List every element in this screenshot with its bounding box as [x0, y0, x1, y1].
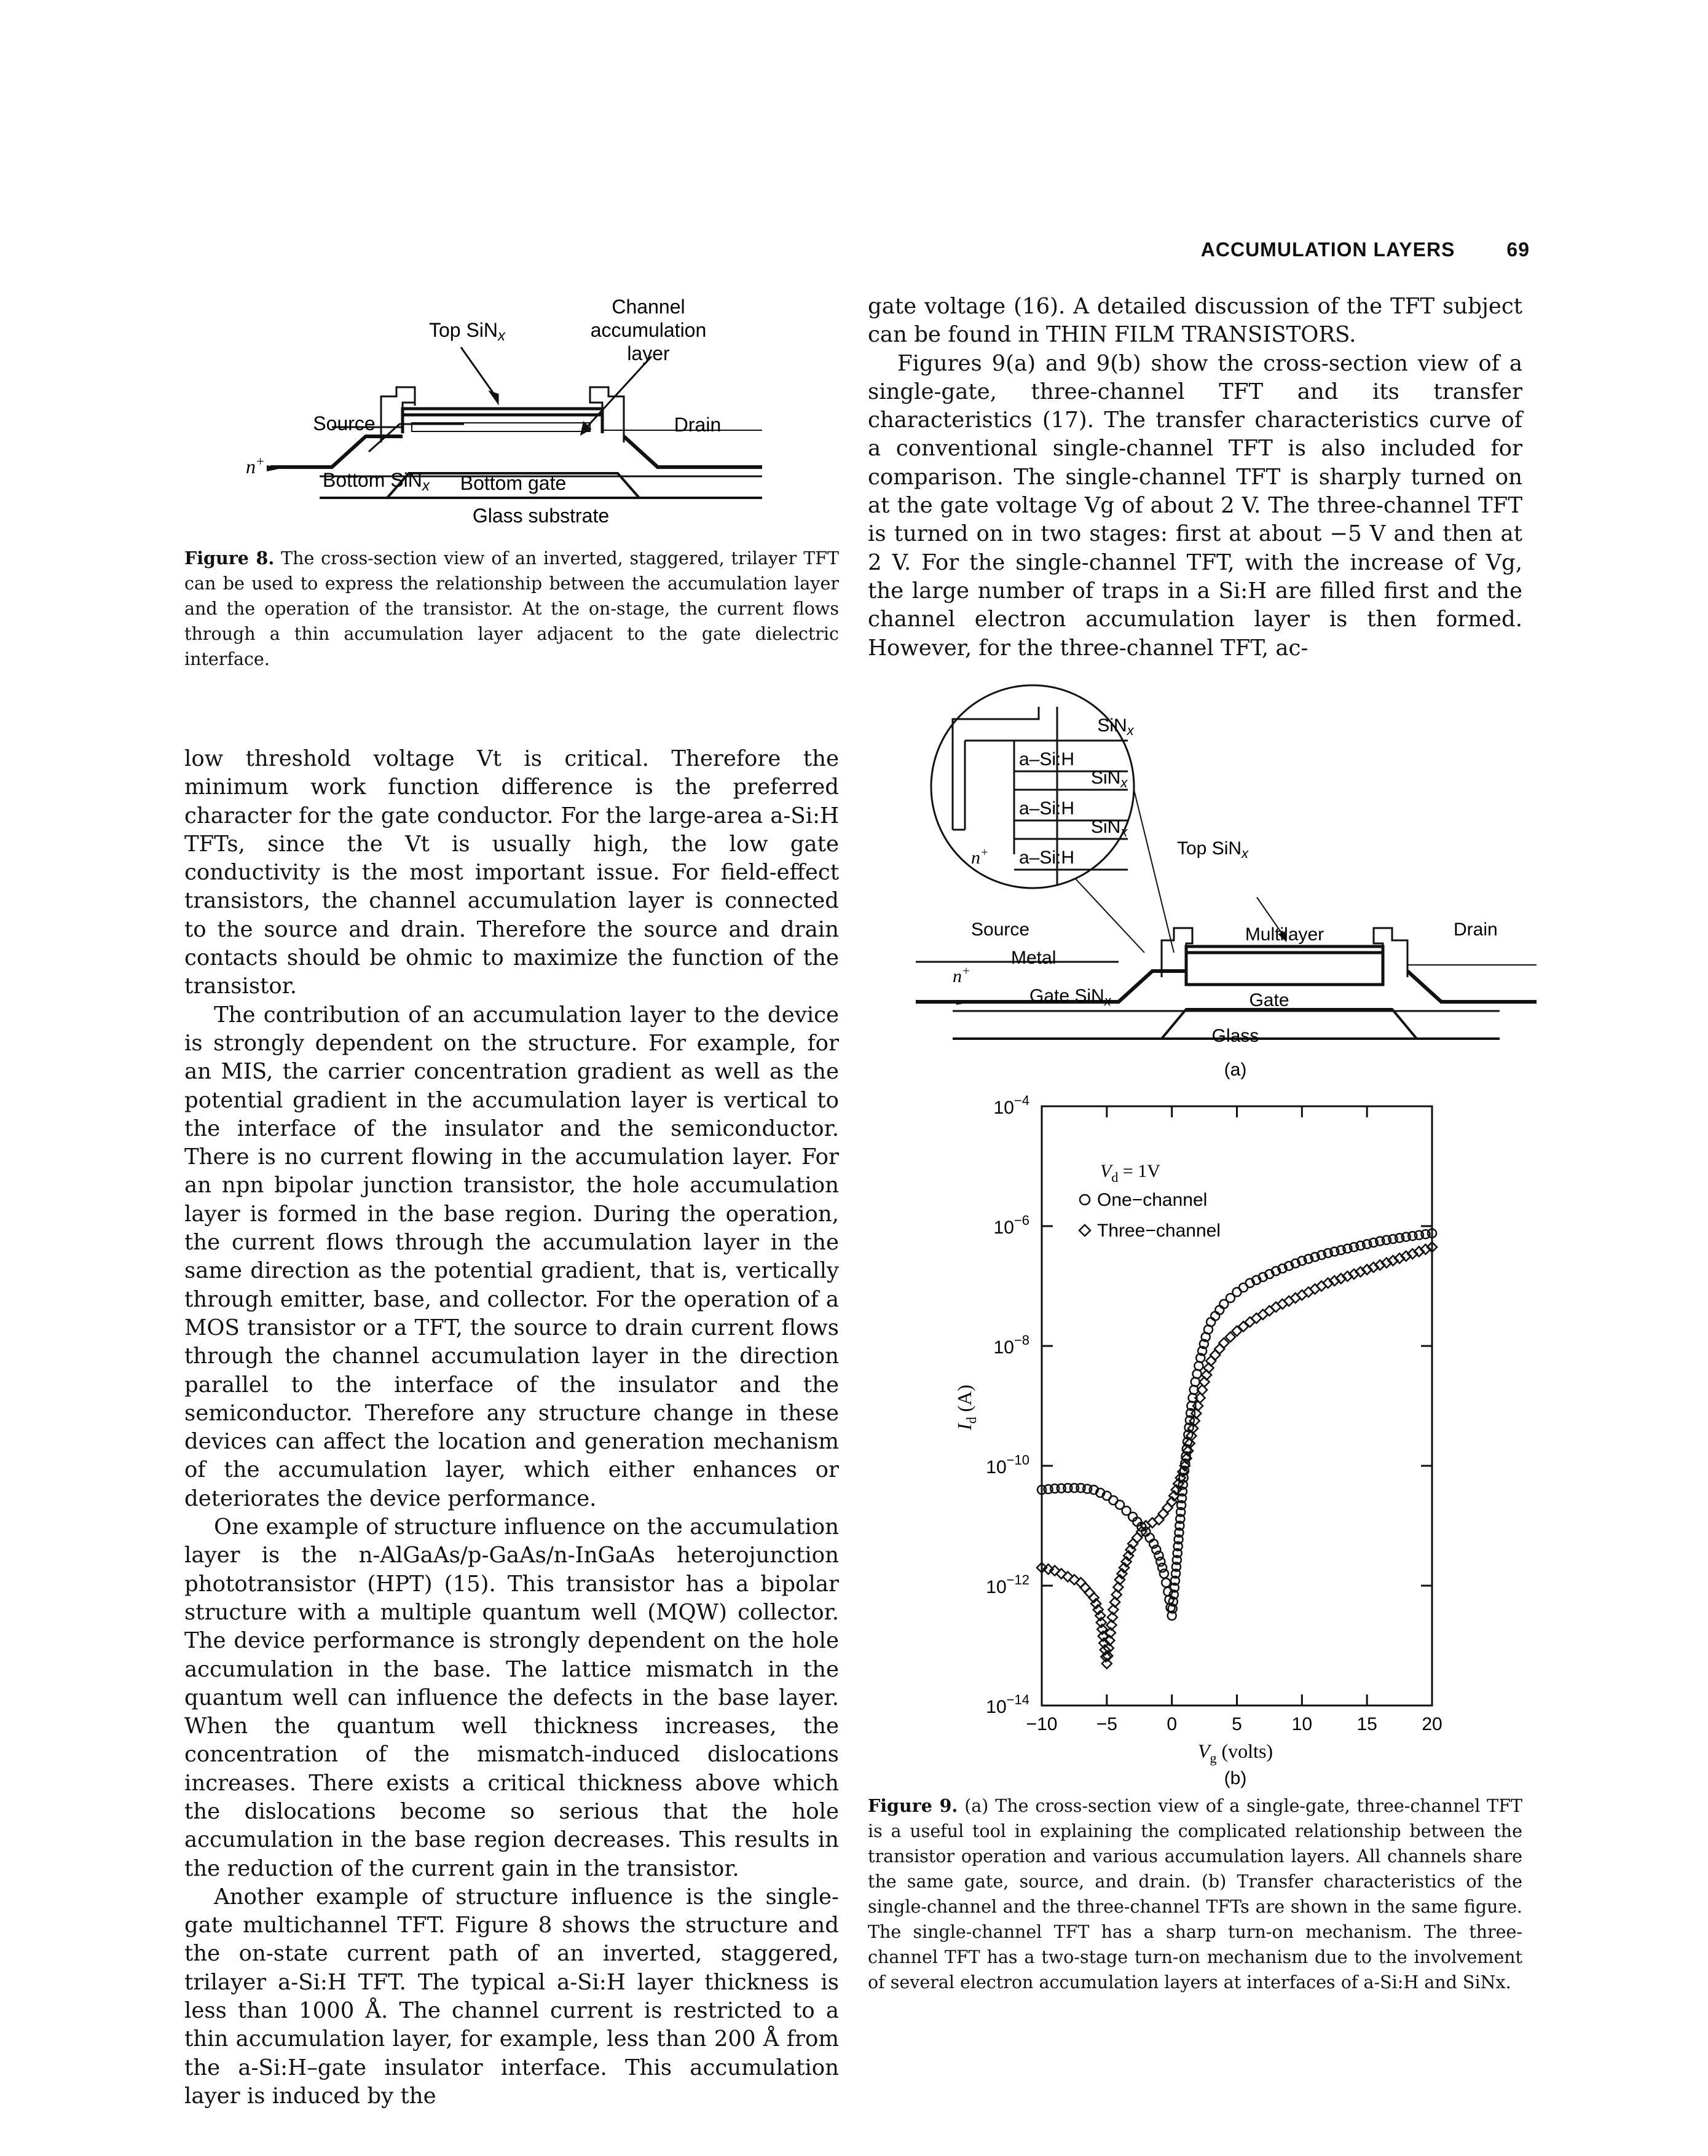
figure-8-caption-text: The cross-section view of an inverted, staggered, trilayer TFT can be used to express the relationship between the accumulation layer and the operation of the transistor. At the on-stage, the current flows through a thin accumulation layer adjacent to the gate dielectric interface.: [184, 548, 839, 669]
data-point-three-channel: [1258, 1310, 1268, 1320]
y-axis-ticks: [986, 1093, 1432, 1717]
x-tick-label: −10: [1026, 1714, 1058, 1734]
data-point-three-channel: [1163, 1503, 1173, 1513]
left-column-text: [184, 745, 839, 2111]
paragraph: low threshold voltage Vt is critical. Therefore the minimum work function difference is the preferred character for the gate conductor. For the large-area a-Si:H TFTs, since the Vt is usually high, the low gate conductivity is the most important issue. For field-effect transistors, the channel accumulation layer is connected to the source and drain. Therefore the source and drain contacts should be ohmic to maximize the function of the transistor.: [184, 746, 839, 999]
data-point-three-channel: [1271, 1302, 1281, 1312]
y-tick-label: $10^{-14}$: [986, 1692, 1029, 1717]
data-point-three-channel: [1264, 1306, 1274, 1316]
figure-8-diagram: [246, 289, 799, 547]
figure-9-caption: [868, 1793, 1522, 1995]
figure-8-label: Figure 8.: [184, 548, 275, 569]
figure-9a-diagram: [916, 682, 1543, 1100]
y-axis-label: $I_d$ (A): [953, 1384, 979, 1431]
data-point-three-channel: [1310, 1284, 1320, 1294]
legend-three-marker: [1079, 1225, 1090, 1236]
label-glass-substrate: Glass substrate: [472, 505, 610, 527]
legend-three-channel: Three−channel: [1097, 1221, 1221, 1241]
y-tick-label: $10^{-4}$: [993, 1093, 1029, 1118]
figure-9b-chart: [891, 1082, 1506, 1788]
label-sin-1: SiN$_x$: [1097, 715, 1134, 738]
data-point-one-channel: [1156, 1557, 1165, 1566]
label-asih-2: a–Si:H: [1019, 798, 1075, 819]
label-asih-1: a–Si:H: [1019, 749, 1075, 769]
data-point-three-channel: [1316, 1281, 1326, 1291]
label-metal: Metal: [1011, 948, 1057, 968]
y-tick-label: $10^{-10}$: [986, 1452, 1029, 1477]
section-title: ACCUMULATION LAYERS: [1200, 238, 1455, 261]
paragraph: gate voltage (16). A detailed discussion of the TFT subject can be found in THIN FILM TRANSISTORS.: [868, 294, 1522, 348]
label-drain: Drain: [674, 414, 722, 436]
data-point-three-channel: [1251, 1313, 1261, 1323]
label-bottom-sin: Bottom SiNx: [323, 469, 430, 494]
data-point-three-channel: [1214, 1344, 1224, 1354]
series-three-channel: [1037, 1242, 1437, 1669]
data-point-three-channel: [1147, 1518, 1157, 1528]
x-tick-label: 15: [1356, 1714, 1377, 1734]
label-source: Source: [313, 412, 376, 435]
paragraph: Another example of structure influence is the single-gate multichannel TFT. Figure 8 shows the structure and the on-state current path of an inverted, staggered, trilayer a-Si:H TFT. The typical a-Si:H layer thickness is less than 1000 Å. The channel current is restricted to a thin accumulation layer, for example, less than 200 Å from the a-Si:H–gate insulator interface. This accumulation layer is induced by the: [184, 1884, 839, 2109]
data-point-one-channel: [1160, 1570, 1168, 1578]
label-sin-3: SiN$_x$: [1091, 817, 1128, 840]
y-tick-label: $10^{-8}$: [993, 1332, 1029, 1358]
legend-one-channel: One−channel: [1097, 1190, 1208, 1210]
x-tick-label: 20: [1422, 1714, 1442, 1734]
label-drain: Drain: [1454, 919, 1498, 940]
label-top-sin: Top SiN$_x$: [1177, 838, 1249, 861]
label-accumulation: accumulation: [590, 319, 707, 341]
data-point-three-channel: [1297, 1290, 1307, 1300]
data-point-one-channel: [1162, 1578, 1170, 1587]
running-header: [1201, 238, 1530, 261]
label-bottom-gate: Bottom gate: [460, 472, 567, 494]
paragraph: One example of structure influence on the accumulation layer is the n-AlGaAs/p-GaAs/n-InGaAs heterojunction phototransistor (HPT) (15). This transistor has a bipolar structure with a multiple quantum well (MQW) collector. The device performance is strongly dependent on the hole accumulation in the base. The lattice mismatch in the quantum well can influence the defects in the base layer. When the quantum well thickness increases, the concentration of the mismatch-induced dislocations increases. There exists a critical thickness above which the dislocations become so serious that the hole accumulation in the base region decreases. This results in the reduction of the current gain in the transistor.: [184, 1514, 839, 1881]
data-point-three-channel: [1284, 1296, 1294, 1306]
data-point-three-channel: [1063, 1572, 1072, 1581]
data-point-three-channel: [1278, 1299, 1288, 1309]
paragraph: Figures 9(a) and 9(b) show the cross-section view of a single-gate, three-channel TFT and its transfer characteristics (17). The transfer characteristics curve of a conventional single-channel TFT is also included for comparison. The single-channel TFT is sharply turned on at the gate voltage Vg of about 2 V. The three-channel TFT is turned on in two stages: first at about −5 V and then at 2 V. For the single-channel TFT, with the increase of Vg, the large number of traps in a Si:H are filled first and the channel electron accumulation layer is then formed. However, for the three-channel TFT, ac-: [868, 350, 1522, 661]
x-tick-label: 0: [1167, 1714, 1178, 1734]
data-point-three-channel: [1154, 1515, 1164, 1525]
label-source: Source: [971, 919, 1030, 940]
label-nplus: n+: [953, 964, 970, 986]
data-point-one-channel: [1158, 1564, 1167, 1572]
legend-one-marker: [1080, 1195, 1090, 1205]
label-panel-b: (b): [1224, 1768, 1247, 1788]
label-asih-3: a–Si:H: [1019, 848, 1075, 868]
label-nplus: n+: [246, 454, 265, 478]
y-tick-label: $10^{-6}$: [993, 1213, 1029, 1238]
data-point-three-channel: [1210, 1350, 1220, 1360]
x-axis-label: $V_g$ (volts): [1197, 1740, 1273, 1766]
series-one-channel: [1037, 1229, 1436, 1620]
data-point-one-channel: [1193, 1370, 1202, 1379]
label-panel-a: (a): [1224, 1060, 1247, 1080]
paragraph: The contribution of an accumulation layer to the device is strongly dependent on the structure. For example, for an MIS, the carrier concentration gradient as well as the potential gradient in the accumulation layer is vertical to the interface of the insulator and the semiconductor. There is no current flowing in the accumulation layer. For an npn bipolar junction transistor, the hole accumulation layer is formed in the base region. During the operation, the current flows through the accumulation layer in the same direction as the potential gradient, that is, vertically through emitter, base, and collector. For the operation of a MOS transistor or a TFT, the source to drain current flows through the channel accumulation layer in the direction parallel to the interface of the insulator and the semiconductor. Therefore any structure change in these devices can affect the location and generation mechanism of the accumulation layer, which either enhances or deteriorates the device performance.: [184, 1002, 839, 1511]
x-tick-label: 10: [1291, 1714, 1313, 1734]
x-axis-ticks: [1026, 1106, 1442, 1734]
label-layer: layer: [627, 342, 670, 364]
label-nplus-inset: n+: [971, 846, 989, 868]
label-gate: Gate: [1249, 990, 1289, 1010]
data-point-one-channel: [1206, 1318, 1215, 1326]
data-point-three-channel: [1069, 1575, 1079, 1584]
data-point-one-channel: [1191, 1378, 1200, 1387]
page-number: 69: [1506, 238, 1530, 261]
data-point-one-channel: [1211, 1312, 1219, 1320]
data-point-three-channel: [1304, 1287, 1313, 1297]
y-tick-label: $10^{-12}$: [986, 1572, 1029, 1597]
right-column-text: [868, 293, 1522, 663]
data-point-three-channel: [1057, 1569, 1066, 1579]
x-tick-label: −5: [1096, 1714, 1117, 1734]
data-point-three-channel: [1159, 1509, 1168, 1519]
data-point-three-channel: [1132, 1533, 1142, 1543]
label-top-sin: Top SiNx: [428, 319, 506, 344]
label-multilayer: Multilayer: [1245, 924, 1324, 945]
data-point-one-channel: [1194, 1362, 1203, 1371]
label-gate-sin: Gate SiN$_x$: [1029, 986, 1111, 1009]
figure-8-caption: [184, 546, 839, 672]
figure-9-caption-text: (a) The cross-section view of a single-gate, three-channel TFT is a useful tool in explaining the complicated relationship between the transistor operation and various accumulation layers. All channels share the same gate, source, and drain. (b) Transfer characteristics of the single-channel and the three-channel TFTs are shown in the same figure. The single-channel TFT has a sharp turn-on mechanism. The three-channel TFT has a two-stage turn-on mechanism due to the involvement of several electron accumulation layers at interfaces of a-Si:H and SiNx.: [868, 1796, 1522, 1993]
data-point-three-channel: [1291, 1293, 1301, 1303]
label-sin-2: SiN$_x$: [1091, 768, 1128, 790]
legend-condition: $V_d = 1V$: [1100, 1161, 1160, 1185]
figure-9-label: Figure 9.: [868, 1795, 958, 1816]
label-glass: Glass: [1211, 1026, 1259, 1046]
x-tick-label: 5: [1232, 1714, 1242, 1734]
label-channel: Channel: [612, 296, 685, 318]
data-point-one-channel: [1215, 1306, 1224, 1315]
